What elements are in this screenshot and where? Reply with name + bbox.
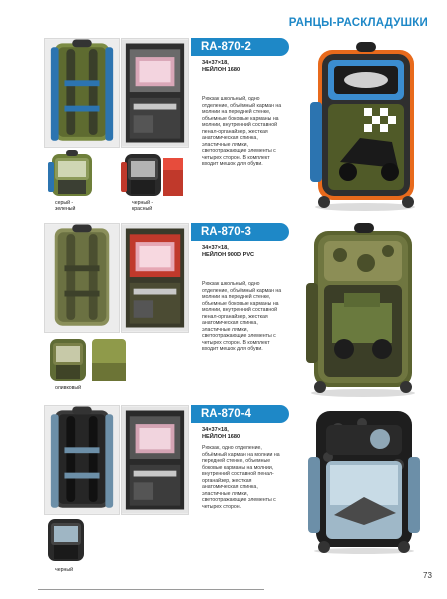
product-description: Рюкзак школьный, одно отделение, объёмный карман на молнии на передней стенке, объемные боковые карманы на молнии, внутренний составной пенал-органайзер, жесткая анатомическая спинка, эластичные лямки, светоотражающие элементы с четырех сторон. В комплект входит мешок для обуви. bbox=[202, 96, 282, 167]
product-section-ra-870-2 bbox=[0, 38, 447, 218]
specs-material: НЕЙЛОН 1680 bbox=[202, 67, 241, 73]
product-description: Рюкзак школьный, одно отделение, объёмный карман на молнии на передней стенке, объемные боковые карманы на молнии, внутренний составной пенал-органайзер, жесткая анатомическая спинка, эластичные лямки, светоотражающие элементы с четырех сторон. В комплект входит мешок для обуви. bbox=[202, 281, 282, 352]
variant-label: черный bbox=[55, 567, 73, 573]
specs-material: НЕЙЛОН 900D PVC bbox=[202, 252, 255, 258]
variant-black-thumbnail bbox=[46, 517, 86, 563]
product-description: Рюкзак, одно отделение, объёмный карман на молнии на передней стенке, объемные боковые карманы на молнии, внутренний составной пенал-органайзер, жесткая анатомическая спинка, эластичные лямки, светоотражающие элементы с четырех сторон. bbox=[202, 445, 280, 510]
backpack-hero-image bbox=[296, 223, 430, 399]
model-badge: RA-870-2 bbox=[191, 38, 289, 56]
product-section-ra-870-3 bbox=[0, 223, 447, 403]
backpack-back-photo bbox=[44, 38, 120, 148]
product-specs bbox=[202, 245, 254, 259]
model-badge: RA-870-3 bbox=[191, 223, 289, 241]
specs-size: 34×37×18, bbox=[202, 427, 229, 433]
category-title: РАНЦЫ-РАСКЛАДУШКИ bbox=[288, 17, 428, 29]
product-section-ra-870-4 bbox=[0, 405, 447, 575]
backpack-back-photo bbox=[44, 405, 120, 515]
product-specs bbox=[202, 60, 240, 74]
page-number: 73 bbox=[423, 571, 432, 580]
backpack-open-photo bbox=[121, 405, 189, 515]
backpack-hero-image bbox=[300, 42, 430, 212]
variant-olive-thumbnail bbox=[46, 335, 130, 383]
variant-label: серый - зеленый bbox=[55, 200, 76, 212]
specs-size: 34×37×18, bbox=[202, 245, 229, 251]
backpack-hero-image bbox=[298, 405, 430, 555]
specs-size: 34×37×18, bbox=[202, 60, 229, 66]
variant-grey-green-thumbnail bbox=[46, 150, 98, 198]
footer-divider bbox=[38, 589, 264, 590]
backpack-open-photo bbox=[121, 223, 189, 333]
backpack-back-photo bbox=[44, 223, 120, 333]
variant-black-red-thumbnail bbox=[121, 150, 185, 198]
variant-label: черный - красный bbox=[132, 200, 154, 212]
variant-label: оливковый bbox=[55, 385, 82, 391]
product-specs bbox=[202, 427, 240, 441]
model-badge: RA-870-4 bbox=[191, 405, 289, 423]
specs-material: НЕЙЛОН 1680 bbox=[202, 434, 241, 440]
backpack-open-photo bbox=[121, 38, 189, 148]
